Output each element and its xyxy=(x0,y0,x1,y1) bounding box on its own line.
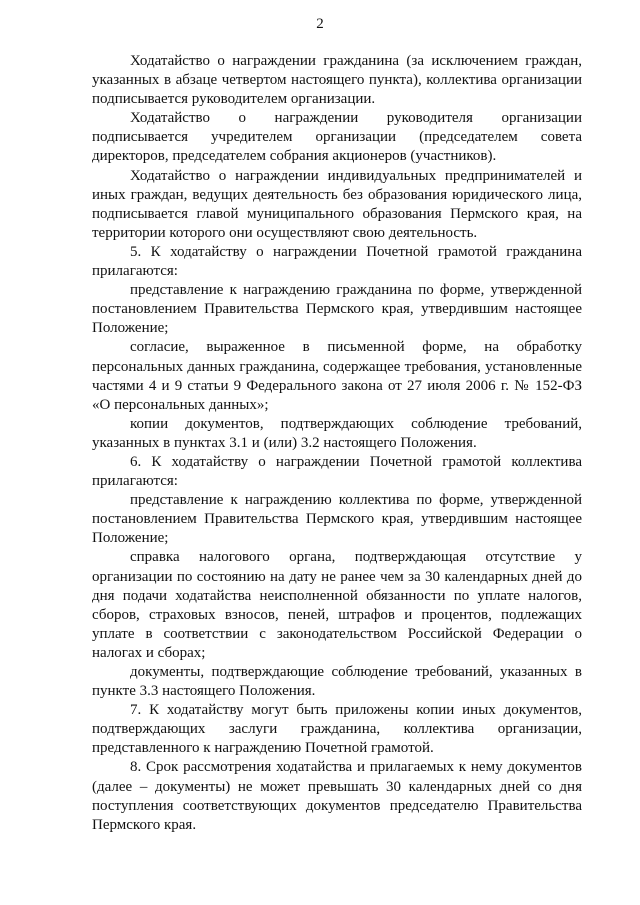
paragraph-item-6: 6. К ходатайству о награждении Почетной грамотой коллектива прилагаются: xyxy=(92,453,582,490)
page-number: 2 xyxy=(316,16,324,32)
paragraph: Ходатайство о награждении руководителя организации подписывается учредителем организации (председателем совета директоров, председателем собрания акционеров (участников). xyxy=(92,110,582,165)
document-body xyxy=(92,52,582,835)
paragraph: Ходатайство о награждении гражданина (за исключением граждан, указанных в абзаце четвертом настоящего пункта), коллектива организации подписывается руководителем организации. xyxy=(92,53,582,108)
paragraph: Ходатайство о награждении индивидуальных предпринимателей и иных граждан, ведущих деятельность без образования юридического лица, подписывается главой муниципального образования Пермского края, на территории которого они осуществляют свою деятельность. xyxy=(92,167,582,241)
paragraph: представление к награждению коллектива по форме, утвержденной постановлением Правительства Пермского края, утвердившим настоящее Положение; xyxy=(92,492,582,547)
paragraph-item-8: 8. Срок рассмотрения ходатайства и прилагаемых к нему документов (далее – документы) не может превышать 30 календарных дней со дня поступления соответствующих документов председателю Правительства Пермского края. xyxy=(92,759,582,833)
paragraph: документы, подтверждающие соблюдение требований, указанных в пункте 3.3 настоящего Положения. xyxy=(92,664,582,700)
paragraph: представление к награждению гражданина по форме, утвержденной постановлением Правительства Пермского края, утвердившим настоящее Положение; xyxy=(92,282,582,337)
paragraph-item-7: 7. К ходатайству могут быть приложены копии иных документов, подтверждающих заслуги гражданина, коллектива организации, представленного к награждению Почетной грамотой. xyxy=(92,702,582,757)
paragraph: справка налогового органа, подтверждающая отсутствие у организации по состоянию на дату не ранее чем за 30 календарных дней до дня подачи ходатайства неисполненной обязанности по уплате налогов, сборов, страховых взносов, пеней, штрафов и процентов, подлежащих уплате в соответствии с законодательством Российской Федерации о налогах и сборах; xyxy=(92,549,582,661)
paragraph: копии документов, подтверждающих соблюдение требований, указанных в пунктах 3.1 и (или) 3.2 настоящего Положения. xyxy=(92,415,582,451)
paragraph-item-5: 5. К ходатайству о награждении Почетной грамотой гражданина прилагаются: xyxy=(92,243,582,280)
paragraph: согласие, выраженное в письменной форме, на обработку персональных данных гражданина, содержащее требования, установленные частями 4 и 9 статьи 9 Федерального закона от 27 июля 2006 г. № 152-ФЗ «О персональных данных»; xyxy=(92,339,582,413)
